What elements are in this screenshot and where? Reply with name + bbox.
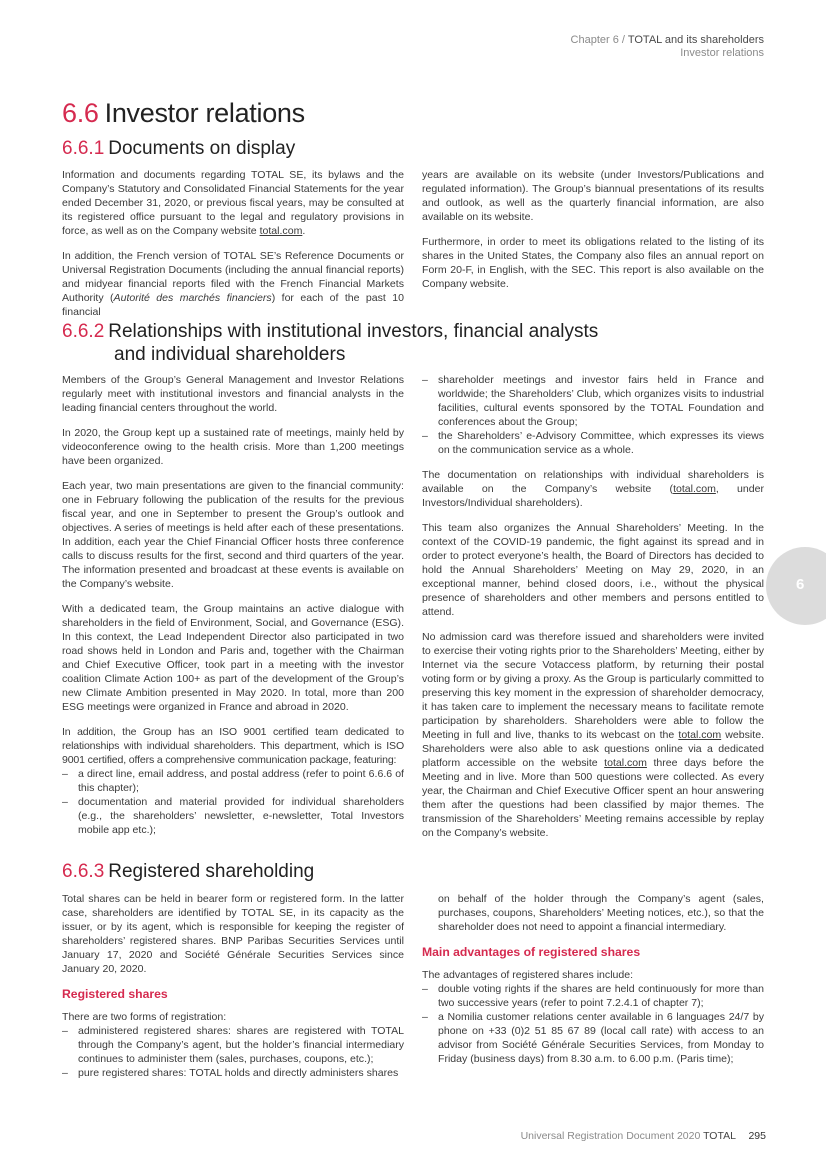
paragraph: In addition, the Group has an ISO 9001 certified team dedicated to relationships with individual shareholders. This department, which is ISO 9001 certified, offers a comprehensive communication package, featuring:: [62, 726, 404, 766]
total-com-link[interactable]: total.com: [673, 483, 716, 495]
registered-right-column: [422, 892, 764, 1077]
section-title: Investor relations: [104, 98, 305, 128]
paragraph: With a dedicated team, the Group maintains an active dialogue with shareholders in the field of Environment, Social, and Governance (ESG). In this context, the Lead Independent Director also participated in two road shows held in London and Paris and, together with the Chairman and Chief Executive Officer, took part in a meeting with the investor coalition Climate Action 100+ as part of the development of the Group’s new Climate Ambition presented in May 2020. In total, more than 200 ESG meetings were organized in France and abroad in 2020.: [62, 603, 404, 713]
relationships-right-column: [422, 373, 764, 840]
subsection-title-line2: and individual shareholders: [114, 344, 346, 365]
registered-left-column: [62, 892, 404, 1091]
running-head-separator: /: [618, 34, 628, 46]
subsection-number: 6.6.1: [62, 138, 105, 159]
bullet-list: [422, 982, 764, 1066]
bullet-list: [422, 373, 764, 457]
list-item: – administered registered shares: shares are registered with TOTAL through the Company’s agent, but the holder’s financial intermediary continues to administer them (sales, purchases, coupons, etc.);: [62, 1024, 404, 1066]
list-item: – a Nomilia customer relations center available in 6 languages 24/7 by phone on +33 (0)2 51 85 67 89 (local call rate) with access to an advisor from Société Générale Securities Services, from Monday to Friday (business days) from 8.30 a.m. to 6.00 p.m. (Paris time);: [422, 1010, 764, 1066]
list-item: – shareholder meetings and investor fairs held in France and worldwide; the Shareholders’ Club, which organizes visits to industrial facilities, cultural events sponsored by the TOTAL Foundation and conferences about the Group;: [422, 373, 764, 429]
subheading-main-advantages: Main advantages of registered shares: [422, 945, 641, 959]
paragraph: There are two forms of registration:: [62, 1011, 227, 1023]
list-item: – a direct line, email address, and postal address (refer to point 6.6.6 of this chapter);: [62, 767, 404, 795]
paragraph: In addition, the French version of TOTAL SE’s Reference Documents or Universal Registration Documents (including the annual financial reports) and midyear financial reports filed with the French Financial Markets Authority (Autorité des marchés financiers) for each of the past 10 financial: [62, 250, 404, 318]
paragraph: This team also organizes the Annual Shareholders’ Meeting. In the context of the COVID-19 pandemic, the fight against its spread and in order to protect everyone’s health, the Board of Directors has decided to hold the Annual Shareholders’ Meeting on May 29, 2020, in an exceptional manner, behind closed doors, i.e., without the physical presence of shareholders and other members and persons entitled to attend.: [422, 522, 764, 618]
paragraph: Information and documents regarding TOTAL SE, its bylaws and the Company’s Statutory and Consolidated Financial Statements for the year ended December 31, 2020, or previous fiscal years, may be consulted at its registered office pursuant to the legal and regulatory provisions in force, as well as on the Company website total.com.: [62, 169, 404, 237]
running-head-chapter-title: TOTAL and its shareholders: [627, 34, 764, 46]
page-footer: [521, 1130, 766, 1142]
running-head-chapter: Chapter 6: [570, 34, 619, 46]
paragraph: No admission card was therefore issued and shareholders were invited to exercise their voting rights prior to the Shareholders’ Meeting, either by Internet via the secure Votaccess platform, by returning their postal voting form or by giving a proxy. As the Group is particularly committed to preserving this key moment in the expression of shareholder democracy, it has taken care to implement the necessary means to facilitate remote participation by shareholders. Shareholders were able to follow the Meeting in full and live, thanks to its webcast on the total.com website. Shareholders were also able to ask questions online via a dedicated platform accessible on the website total.com three days before the Meeting and in live. More than 500 questions were collected. As every year, the Chairman and Chief Executive Officer spent an hour answering them after the questions had been classified by major themes. The transmission of the Shareholders’ Meeting remains accessible by replay on the Company’s website.: [422, 631, 764, 839]
list-item: – the Shareholders’ e-Advisory Committee, which expresses its views on the communication service as a whole.: [422, 429, 764, 457]
page-title: [62, 98, 305, 129]
bullet-list: [62, 1024, 404, 1080]
running-head: [571, 34, 764, 60]
heading-registered-shareholding: [62, 860, 314, 883]
bullet-list: [62, 767, 404, 837]
subsection-title: Registered shareholding: [108, 861, 315, 882]
paragraph: years are available on its website (under Investors/Publications and regulated information). The Group’s biannual presentations of its results and outlook, as well as the quarterly financial information, are also available on its website.: [422, 169, 764, 223]
subsection-number: 6.6.2: [62, 321, 105, 342]
page-number: 295: [748, 1130, 766, 1142]
running-head-section: Investor relations: [680, 47, 764, 59]
paragraph: The documentation on relationships with individual shareholders is available on the Company’s website (total.com, under Investors/Individual shareholders).: [422, 469, 765, 509]
paragraph: Each year, two main presentations are given to the financial community: one in February following the publication of the results for the previous fiscal year, and one in September to present the Group’s outlook and objectives. A series of meetings is held after each of these presentations. In addition, each year the Chief Financial Officer hosts three conference calls to discuss results for the first, second and third quarters of the year. The information presented and broadcast at these events is available on the Company’s website.: [62, 480, 404, 590]
subsection-title: Documents on display: [108, 138, 296, 159]
paragraph: In 2020, the Group kept up a sustained rate of meetings, mainly held by videoconference owing to the health crisis. More than 1,200 meetings have been organized.: [62, 427, 404, 467]
total-com-link[interactable]: total.com: [259, 225, 303, 237]
list-item: – pure registered shares: TOTAL holds and directly administers shares: [62, 1066, 404, 1080]
footer-doc-title: Universal Registration Document 2020: [520, 1130, 701, 1142]
footer-brand: TOTAL: [703, 1130, 736, 1142]
subsection-title-line1: Relationships with institutional investors, financial analysts: [108, 321, 599, 342]
paragraph: Total shares can be held in bearer form or registered form. In the latter case, shareholders are identified by TOTAL SE, in its capacity as the issuer, or by its agent, which is responsible for keeping the register of shareholders’ registered shares. BNP Paribas Securities Services until January 17, 2020 and Société Générale Securities Services since January 20, 2020.: [62, 893, 404, 975]
paragraph: The advantages of registered shares include:: [422, 969, 634, 981]
total-com-link[interactable]: total.com: [604, 757, 647, 769]
running-head-chapter-line: [571, 34, 764, 47]
paragraph: Members of the Group’s General Management and Investor Relations regularly meet with institutional investors and financial analysts in the leading financial centers throughout the world.: [62, 374, 404, 414]
section-number: 6.6: [62, 98, 99, 128]
heading-documents-on-display: [62, 137, 295, 160]
chapter-tab-label: 6: [796, 576, 805, 593]
relationships-left-column: [62, 373, 404, 848]
list-item-continuation: on behalf of the holder through the Company’s agent (sales, purchases, coupons, Shareholders’ Meeting notices, etc.), so that the shareholder does not need to appoint a financial intermediary.: [438, 893, 764, 933]
list-item: – documentation and material provided for individual shareholders (e.g., the shareholders’ newsletter, e-newsletter, Total Investors mobile app etc.);: [62, 795, 404, 837]
subheading-registered-shares: Registered shares: [62, 987, 168, 1001]
heading-relationships: [62, 320, 598, 366]
subsection-number: 6.6.3: [62, 861, 105, 882]
documents-left-column: [62, 168, 404, 319]
chapter-side-tab: [766, 547, 826, 625]
list-item: – double voting rights if the shares are held continuously for more than two successive years (refer to point 7.2.4.1 of chapter 7);: [422, 982, 764, 1010]
paragraph: Furthermore, in order to meet its obligations related to the listing of its shares in the United States, the Company also files an annual report on Form 20-F, in English, with the SEC. This report is also available on the Company website.: [422, 236, 764, 290]
total-com-link[interactable]: total.com: [678, 729, 722, 741]
documents-right-column: [422, 168, 764, 291]
